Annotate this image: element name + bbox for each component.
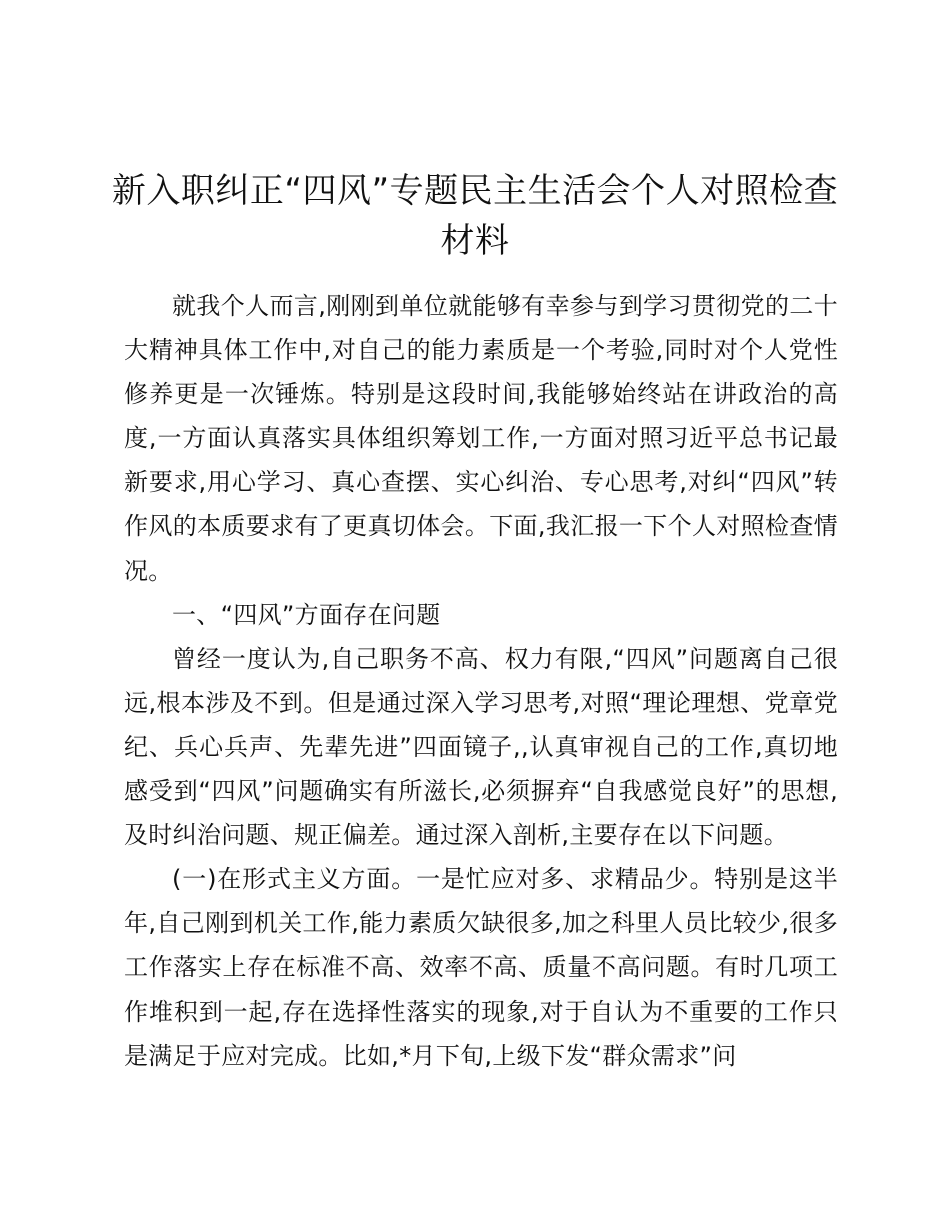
section-heading: 一、“四风”方面存在问题 bbox=[172, 600, 441, 629]
document-title: 新入职纠正“四风”专题民主生活会个人对照检查材料 bbox=[111, 171, 839, 261]
document-body bbox=[124, 284, 838, 1078]
paragraph-overview: 曾经一度认为,自己职务不高、权力有限,“四风”问题离自己很远,根本涉及不到。但是通过深入学习思考,对照“理论理想、党章党纪、兵心兵声、先辈先进”四面镜子,,认真审视自己的工作,真切地感受到“四风”问题确实有所滋长,必须摒弃“自我感觉良好”的思想,及时纠治问题、规正偏差。通过深入剖析,主要存在以下问题。 bbox=[124, 644, 838, 850]
paragraph-intro: 就我个人而言,刚刚到单位就能够有幸参与到学习贯彻党的二十大精神具体工作中,对自己的能力素质是一个考验,同时对个人党性修养更是一次锤炼。特别是这段时间,我能够始终站在讲政治的高度,一方面认真落实具体组织筹划工作,一方面对照习近平总书记最新要求,用心学习、真心查摆、实心纠治、专心思考,对纠“四风”转作风的本质要求有了更真切体会。下面,我汇报一下个人对照检查情况。 bbox=[124, 292, 838, 585]
paragraph-formalism: (一)在形式主义方面。一是忙应对多、求精品少。特别是这半年,自己刚到机关工作,能力素质欠缺很多,加之科里人员比较少,很多工作落实上存在标准不高、效率不高、质量不高问题。有时几项工作堆积到一起,存在选择性落实的现象,对于自认为不重要的工作只是满足于应对完成。比如,*月下旬,上级下发“群众需求”问 bbox=[124, 865, 838, 1070]
